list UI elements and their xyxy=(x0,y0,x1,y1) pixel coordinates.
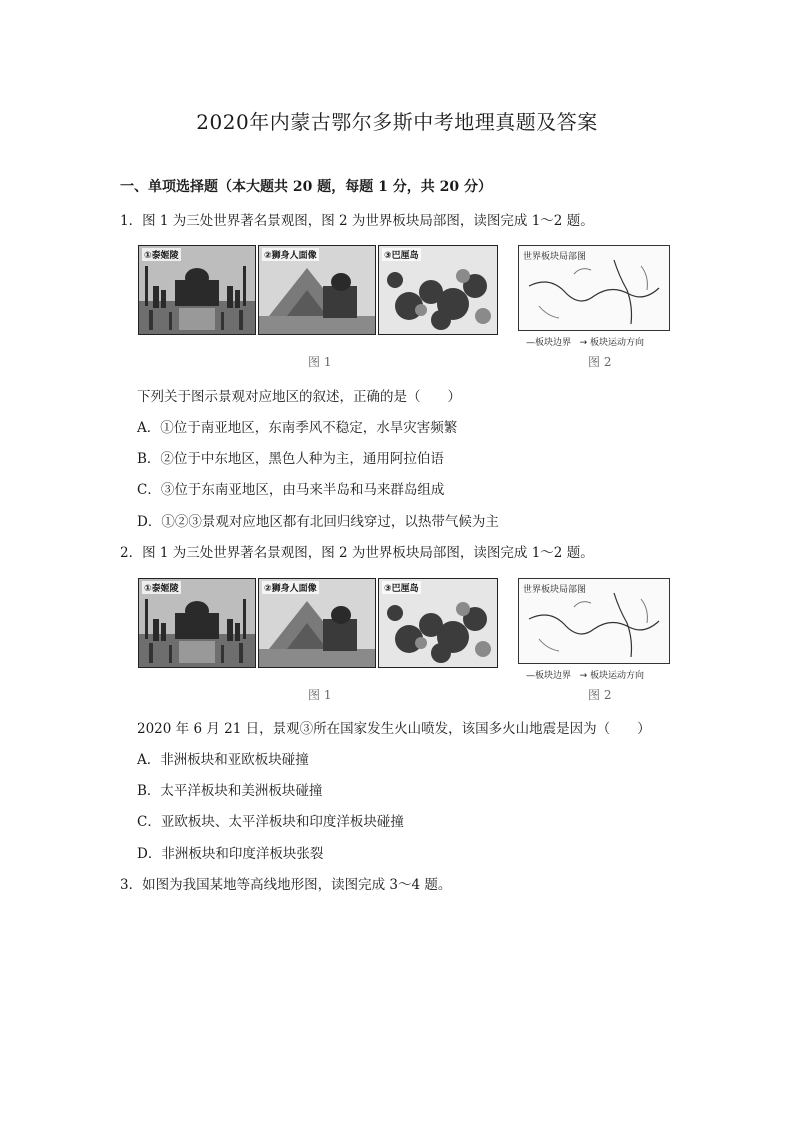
caption-figure-2: 图 2 xyxy=(588,355,612,369)
question-2-prompt: 2020 年 6 月 21 日，景观③所在国家发生火山喷发，该国多火山地震是因为（ ） xyxy=(137,721,651,737)
page-title: 2020年内蒙古鄂尔多斯中考地理真题及答案 xyxy=(196,110,598,134)
question-1-stem: 1．图 1 为三处世界著名景观图，图 2 为世界板块局部图，读图完成 1～2 题。 xyxy=(120,213,594,229)
map-legend xyxy=(526,668,644,681)
panel1-label: ①泰姬陵 xyxy=(142,581,181,594)
plate-map xyxy=(518,578,670,664)
question-1-option-c: C．③位于东南亚地区，由马来半岛和马来群岛组成 xyxy=(137,482,445,498)
caption-figure-2: 图 2 xyxy=(588,688,612,702)
panel2-label: ②狮身人面像 xyxy=(262,581,319,594)
map-title: 世界板块局部图 xyxy=(523,585,587,595)
question-1-option-d: D．①②③景观对应地区都有北回归线穿过，以热带气候为主 xyxy=(137,514,499,530)
question-2-option-b: B．太平洋板块和美洲板块碰撞 xyxy=(137,783,323,799)
photo-panel-sphinx xyxy=(258,578,376,668)
legend-boundary: —板块边界 xyxy=(526,338,572,348)
photo-panel-taj-mahal xyxy=(138,578,256,668)
panel2-label: ②狮身人面像 xyxy=(262,248,319,261)
question-1-prompt: 下列关于图示景观对应地区的叙述，正确的是（ ） xyxy=(137,389,461,405)
panel3-label: ③巴厘岛 xyxy=(382,248,421,261)
panel3-label: ③巴厘岛 xyxy=(382,581,421,594)
photo-panel-bali xyxy=(378,245,498,335)
figure-group-1 xyxy=(138,245,678,375)
question-1-option-a: A．①位于南亚地区，东南季风不稳定，水旱灾害频繁 xyxy=(137,420,458,436)
question-2-stem: 2．图 1 为三处世界著名景观图，图 2 为世界板块局部图，读图完成 1～2 题。 xyxy=(120,545,594,561)
figure-group-2 xyxy=(138,578,678,708)
map-title: 世界板块局部图 xyxy=(523,252,587,262)
map-legend xyxy=(526,335,644,348)
photo-panel-sphinx xyxy=(258,245,376,335)
section-heading: 一、单项选择题（本大题共 20 题，每题 1 分，共 20 分） xyxy=(120,179,492,195)
photo-panel-bali xyxy=(378,578,498,668)
plate-map xyxy=(518,245,670,331)
question-2-option-d: D．非洲板块和印度洋板块张裂 xyxy=(137,846,324,862)
photo-panel-taj-mahal xyxy=(138,245,256,335)
question-2-option-a: A．非洲板块和亚欧板块碰撞 xyxy=(137,752,309,768)
question-2-option-c: C．亚欧板块、太平洋板块和印度洋板块碰撞 xyxy=(137,814,404,830)
caption-figure-1: 图 1 xyxy=(308,688,332,702)
panel1-label: ①泰姬陵 xyxy=(142,248,181,261)
legend-boundary: —板块边界 xyxy=(526,671,572,681)
question-1-option-b: B．②位于中东地区，黑色人种为主，通用阿拉伯语 xyxy=(137,451,444,467)
legend-arrow: → 板块运动方向 xyxy=(579,671,645,681)
legend-arrow: → 板块运动方向 xyxy=(579,338,645,348)
question-3-stem: 3．如图为我国某地等高线地形图，读图完成 3～4 题。 xyxy=(120,877,452,893)
caption-figure-1: 图 1 xyxy=(308,355,332,369)
